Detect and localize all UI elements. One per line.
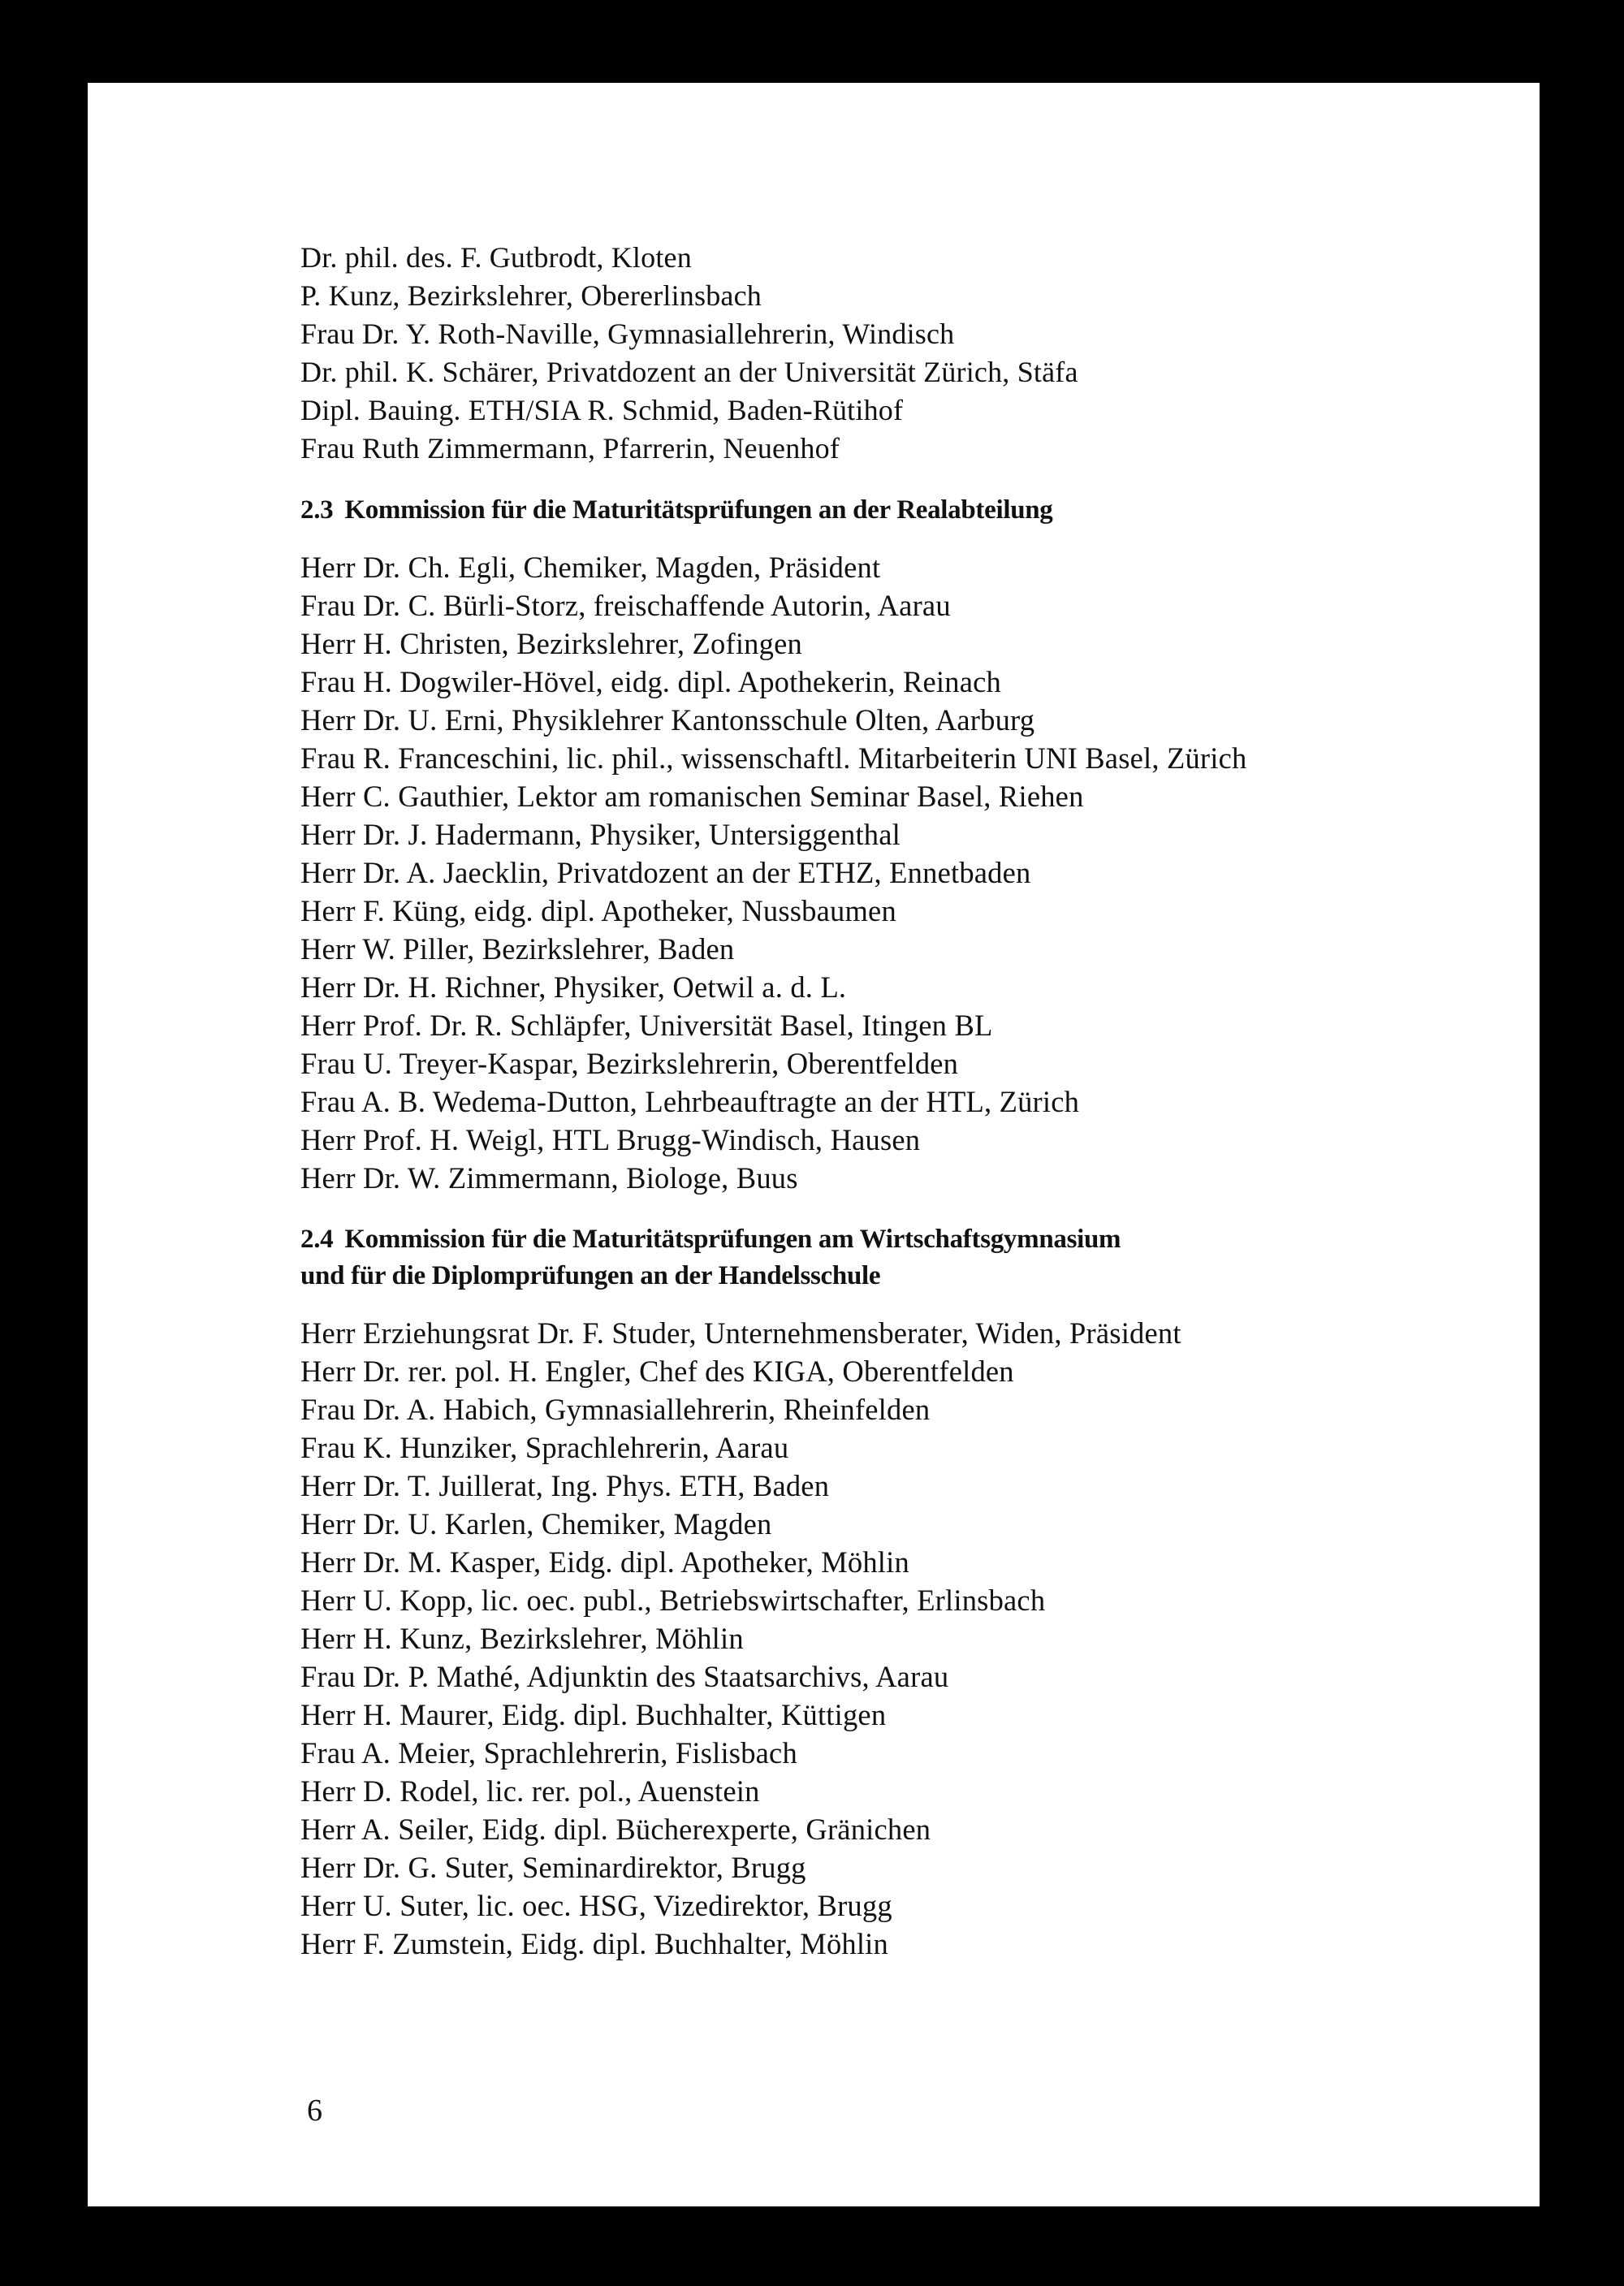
section-title-continued: und für die Diplomprüfungen an der Handelsschule — [300, 1261, 881, 1290]
list-item: Herr Dr. J. Hadermann, Physiker, Untersiggenthal — [300, 818, 901, 851]
list-item: Herr Dr. rer. pol. H. Engler, Chef des KIGA, Oberentfelden — [300, 1355, 1014, 1388]
list-item: P. Kunz, Bezirkslehrer, Obererlinsbach — [300, 279, 762, 312]
list-item: Herr Dr. Ch. Egli, Chemiker, Magden, Präsident — [300, 551, 881, 584]
document-page — [88, 83, 1540, 2206]
list-item: Herr Dr. U. Erni, Physiklehrer Kantonsschule Olten, Aarburg — [300, 703, 1035, 737]
list-item: Herr F. Küng, eidg. dipl. Apotheker, Nussbaumen — [300, 894, 896, 927]
list-item: Dipl. Bauing. ETH/SIA R. Schmid, Baden-Rütihof — [300, 394, 904, 426]
list-item: Herr A. Seiler, Eidg. dipl. Bücherexperte, Gränichen — [300, 1813, 931, 1846]
section-heading — [300, 1221, 1518, 1294]
list-item: Herr D. Rodel, lic. rer. pol., Auenstein — [300, 1774, 760, 1808]
list-item: Frau A. Meier, Sprachlehrerin, Fislisbach — [300, 1736, 797, 1770]
list-item: Dr. phil. K. Schärer, Privatdozent an der Universität Zürich, Stäfa — [300, 356, 1078, 388]
list-item: Herr Prof. H. Weigl, HTL Brugg-Windisch, Hausen — [300, 1123, 921, 1156]
section-title — [300, 1221, 1518, 1258]
list-item: Herr Dr. U. Karlen, Chemiker, Magden — [300, 1507, 772, 1541]
list-item: Herr H. Maurer, Eidg. dipl. Buchhalter, Küttigen — [300, 1698, 887, 1731]
list-item: Frau Dr. A. Habich, Gymnasiallehrerin, Rheinfelden — [300, 1393, 931, 1426]
list-item: Herr W. Piller, Bezirkslehrer, Baden — [300, 932, 735, 966]
list-item: Frau H. Dogwiler-Hövel, eidg. dipl. Apothekerin, Reinach — [300, 665, 1001, 698]
page-content — [300, 239, 1518, 1963]
page-number: 6 — [307, 2094, 322, 2128]
list-item: Frau A. B. Wedema-Dutton, Lehrbeauftragte an der HTL, Zürich — [300, 1085, 1080, 1118]
section-2-3 — [300, 492, 1518, 1197]
list-item: Herr Dr. G. Suter, Seminardirektor, Brugg — [300, 1851, 806, 1884]
member-list — [300, 1314, 1518, 1963]
list-item: Herr Dr. A. Jaecklin, Privatdozent an der ETHZ, Ennetbaden — [300, 856, 1031, 889]
list-item: Herr F. Zumstein, Eidg. dipl. Buchhalter, Möhlin — [300, 1927, 888, 1960]
list-item: Herr C. Gauthier, Lektor am romanischen Seminar Basel, Riehen — [300, 780, 1084, 813]
list-item: Frau Ruth Zimmermann, Pfarrerin, Neuenhof — [300, 432, 840, 465]
scan-border-bottom — [0, 2206, 1624, 2286]
list-item: Frau U. Treyer-Kaspar, Bezirkslehrerin, Oberentfelden — [300, 1047, 959, 1080]
list-item: Frau K. Hunziker, Sprachlehrerin, Aarau — [300, 1431, 789, 1464]
list-item: Dr. phil. des. F. Gutbrodt, Kloten — [300, 241, 692, 274]
section-number: 2.3 — [300, 495, 334, 525]
list-item: Herr Dr. M. Kasper, Eidg. dipl. Apotheker, Möhlin — [300, 1545, 909, 1579]
list-item: Frau Dr. Y. Roth-Naville, Gymnasiallehrerin, Windisch — [300, 318, 955, 350]
section-heading — [300, 492, 1518, 529]
section-2-4 — [300, 1221, 1518, 1963]
list-item: Herr Prof. Dr. R. Schläpfer, Universität Basel, Itingen BL — [300, 1009, 993, 1042]
member-list — [300, 548, 1518, 1197]
list-item: Herr Dr. W. Zimmermann, Biologe, Buus — [300, 1161, 798, 1195]
list-item: Herr Dr. T. Juillerat, Ing. Phys. ETH, Baden — [300, 1469, 830, 1502]
section-title — [300, 492, 1518, 529]
scan-border-left — [0, 0, 88, 2286]
scan-border-top — [0, 0, 1624, 83]
section-number: 2.4 — [300, 1225, 334, 1254]
list-item: Herr H. Christen, Bezirkslehrer, Zofingen — [300, 627, 802, 660]
list-item: Frau Dr. P. Mathé, Adjunktin des Staatsarchivs, Aarau — [300, 1660, 949, 1693]
list-item: Herr Erziehungsrat Dr. F. Studer, Unternehmensberater, Widen, Präsident — [300, 1316, 1181, 1350]
section-title-text: Kommission für die Maturitätsprüfungen am Wirtschaftsgymnasium — [344, 1225, 1121, 1254]
list-item: Herr U. Suter, lic. oec. HSG, Vizedirektor, Brugg — [300, 1889, 892, 1922]
section-title-text: Kommission für die Maturitätsprüfungen an der Realabteilung — [344, 495, 1053, 525]
continued-member-list — [300, 239, 1518, 468]
list-item: Herr Dr. H. Richner, Physiker, Oetwil a. d. L. — [300, 970, 847, 1004]
scan-border-right — [1540, 0, 1624, 2286]
list-item: Frau Dr. C. Bürli-Storz, freischaffende Autorin, Aarau — [300, 589, 951, 622]
list-item: Herr H. Kunz, Bezirkslehrer, Möhlin — [300, 1622, 744, 1655]
list-item: Herr U. Kopp, lic. oec. publ., Betriebswirtschafter, Erlinsbach — [300, 1584, 1046, 1617]
list-item: Frau R. Franceschini, lic. phil., wissenschaftl. Mitarbeiterin UNI Basel, Zürich — [300, 741, 1247, 775]
